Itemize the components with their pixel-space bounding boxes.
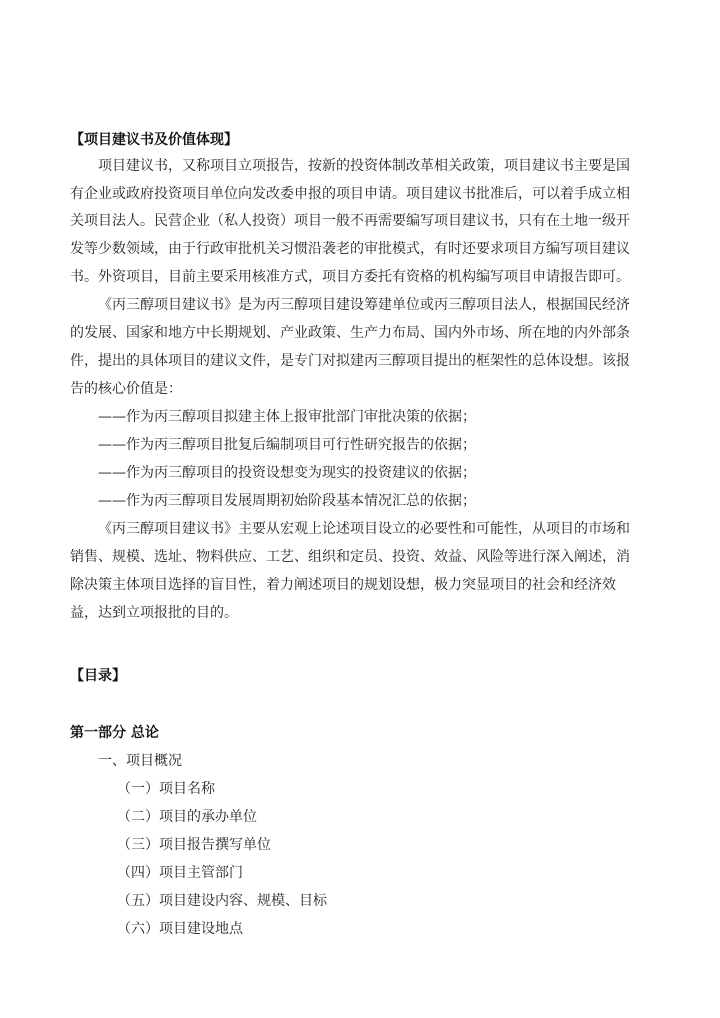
value-item: ——作为丙三醇项目的投资设想变为现实的投资建议的依据； [98, 465, 476, 481]
toc-item: （四）项目主管部门 [117, 865, 243, 881]
paragraph1-line: 发等少数领域，由于行政审批机关习惯沿袭老的审批模式，有时还要求项目方编写项目建议 [70, 241, 630, 257]
paragraph2-line: 告的核心价值是： [70, 381, 182, 397]
value-item: ——作为丙三醇项目拟建主体上报审批部门审批决策的依据； [98, 409, 476, 425]
paragraph3-line: 《丙三醇项目建议书》主要从宏观上论述项目设立的必要性和可能性，从项目的市场和 [98, 521, 630, 537]
toc-item: （六）项目建设地点 [117, 921, 243, 937]
toc-item: （二）项目的承办单位 [117, 809, 257, 825]
toc-part-title: 第一部分 总论 [70, 725, 159, 741]
paragraph1-line: 项目建议书，又称项目立项报告，按新的投资体制改革相关政策，项目建议书主要是国 [98, 158, 630, 174]
paragraph3-line: 除决策主体项目选择的盲目性，着力阐述项目的规划设想，极力突显项目的社会和经济效 [70, 577, 616, 593]
toc-section-title: 一、项目概况 [98, 753, 182, 769]
intro-heading: 【项目建议书及价值体现】 [70, 132, 238, 148]
paragraph2-line: 件，提出的具体项目的建议文件，是专门对拟建丙三醇项目提出的框架性的总体设想。该报 [70, 353, 630, 369]
paragraph1-line: 有企业或政府投资项目单位向发改委申报的项目申请。项目建议书批准后，可以着手成立相 [70, 186, 630, 202]
paragraph1-line: 书。外资项目，目前主要采用核准方式，项目方委托有资格的机构编写项目申请报告即可。 [70, 269, 630, 285]
toc-item: （三）项目报告撰写单位 [117, 837, 271, 853]
paragraph1-line: 关项目法人。民营企业（私人投资）项目一般不再需要编写项目建议书，只有在土地一级开 [70, 213, 630, 229]
paragraph2-line: 的发展、国家和地方中长期规划、产业政策、生产力布局、国内外市场、所在地的内外部条 [70, 325, 630, 341]
value-item: ——作为丙三醇项目批复后编制项目可行性研究报告的依据； [98, 437, 476, 453]
toc-heading: 【目录】 [70, 668, 126, 684]
paragraph3-line: 益，达到立项报批的目的。 [70, 605, 238, 621]
toc-item: （一）项目名称 [117, 781, 215, 797]
toc-item: （五）项目建设内容、规模、目标 [117, 893, 327, 909]
value-item: ——作为丙三醇项目发展周期初始阶段基本情况汇总的依据； [98, 493, 476, 509]
paragraph2-line: 《丙三醇项目建议书》是为丙三醇项目建设筹建单位或丙三醇项目法人，根据国民经济 [98, 297, 630, 313]
paragraph3-line: 销售、规模、选址、物料供应、工艺、组织和定员、投资、效益、风险等进行深入阐述，消 [70, 549, 630, 565]
